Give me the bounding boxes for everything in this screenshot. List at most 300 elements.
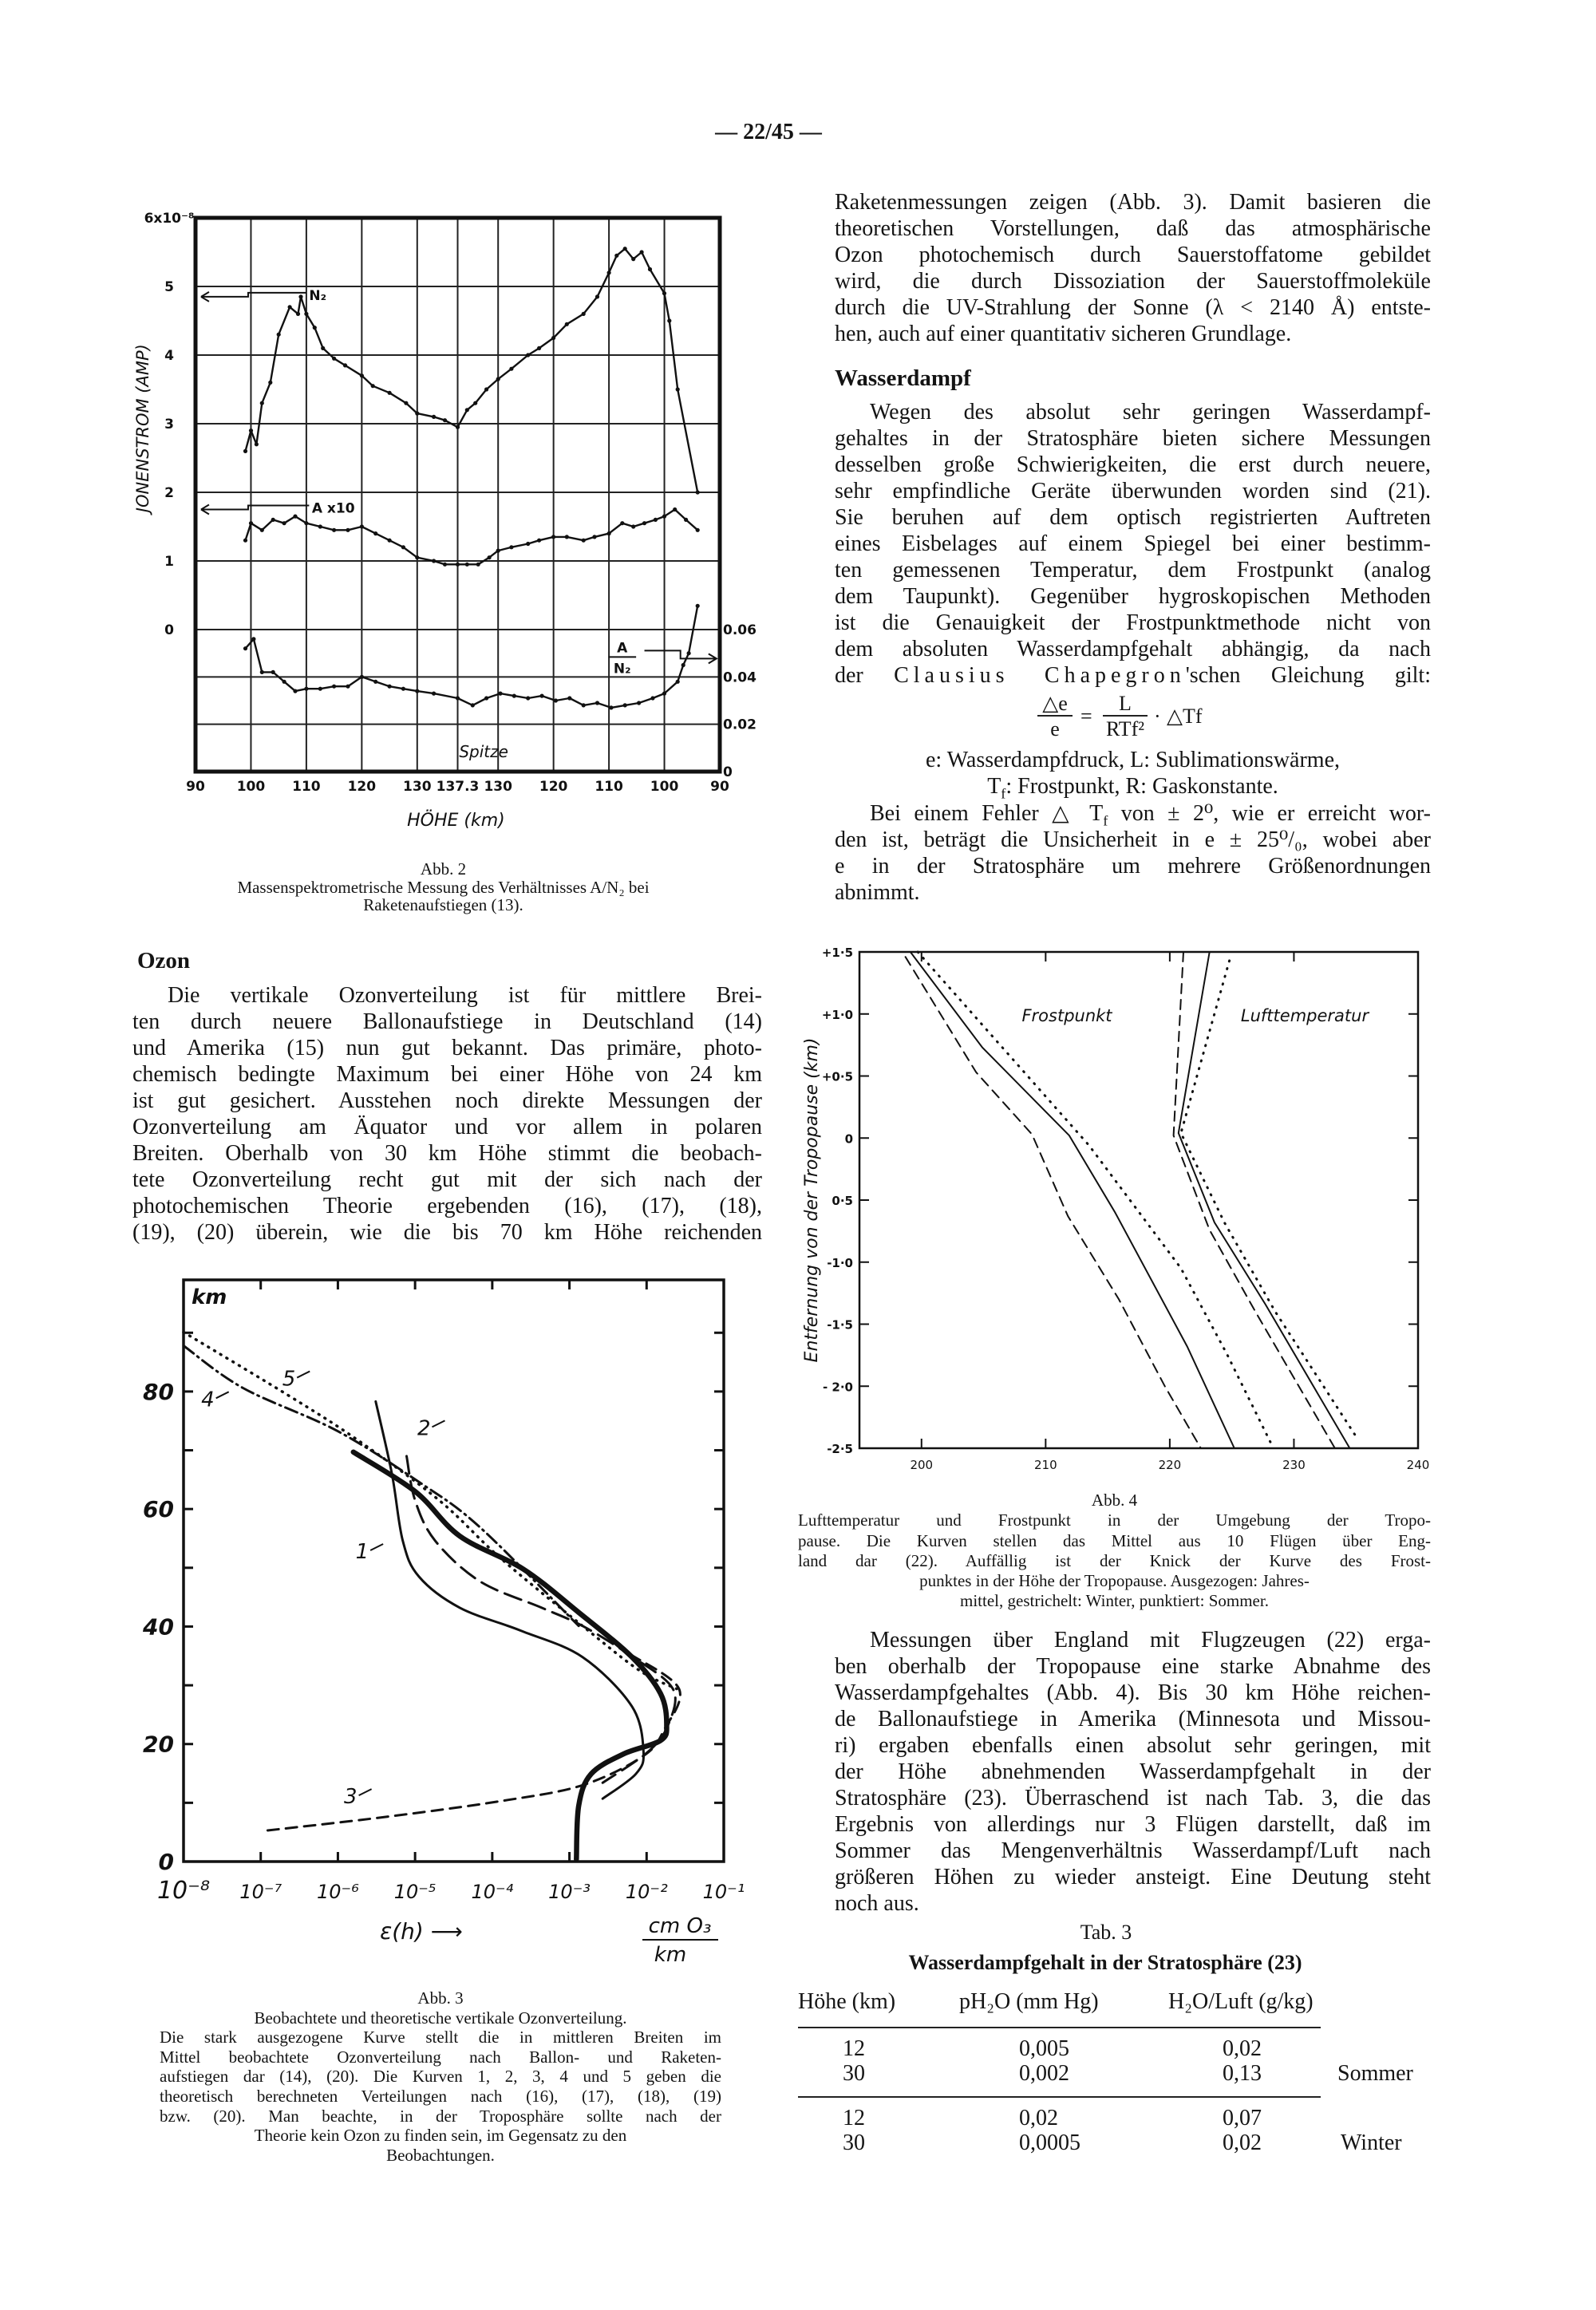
data-point [318,687,322,691]
annotation-spitze: Spitze [459,742,508,761]
data-point [432,692,436,696]
paragraph-line: den ist, beträgt die Unsicherheit in e ± 25⁰/₀, wobei aber [835,827,1431,852]
paragraph-line: e in der Stratosphäre um mehrere Größenordnungen [835,854,1431,879]
x-tick-label: 10⁻¹ [702,1881,745,1903]
y-tick-label: 0 [158,1849,174,1875]
paragraph-line: noch aus. [835,1891,919,1916]
data-point [388,391,392,395]
paragraph-line: hen, auch auf einer quantitativ sicheren Grundlage. [835,322,1292,346]
unit-denominator: km [654,1943,687,1967]
ozone-curve-3 [267,1656,680,1831]
name-clausius-chapegron: Clausius Chapegron [894,663,1186,688]
data-point [654,518,658,522]
data-point [456,696,460,700]
caption-line: bzw. (20). Man beachte, in der Troposphäre sollte nach der [160,2106,721,2126]
table-cell: 0,005 [1019,2036,1069,2061]
data-point [465,563,469,567]
paragraph-line: chemisch bedingte Maximum bei einer Höhe von 24 km [132,1062,762,1087]
data-point [293,515,297,519]
data-point [346,685,350,689]
data-point [551,535,555,539]
data-point [243,449,247,453]
data-point [260,670,264,674]
data-point [255,442,259,446]
annotation-lufttemperatur: Lufttemperatur [1240,1006,1369,1025]
paragraph-line: dem absoluten Wasserdampfgehalt abhängig, da nach [835,637,1431,661]
data-point [667,318,671,322]
y-tick-label: 20 [143,1731,174,1758]
table-title: Wasserdampfgehalt in der Stratosphäre (23) [908,1951,1302,1974]
y2-tick-label: 0 [723,764,733,780]
data-point [471,703,475,707]
caption-line: land dar (22). Auffällig ist der Knick der Kurve des Frost- [798,1550,1431,1570]
frostpoint-curve-solid [911,952,1235,1448]
data-point [565,535,569,539]
data-point [456,425,460,429]
paragraph-line: Ozonverteilung am Äquator und vor allem in polaren [132,1115,762,1139]
data-point [465,408,469,412]
formula-equals: = [1080,705,1092,728]
x-tick-label: 90 [186,779,205,795]
data-point [243,539,247,543]
paragraph-line: ben oberhalb der Tropopause eine starke Abnahme des [835,1654,1431,1679]
data-point [637,701,641,705]
air-temperature-curve-dotted [1181,961,1357,1439]
x-tick-label: 130 [403,779,432,795]
data-point [415,555,419,559]
data-point [443,418,447,422]
table-header-ph2o: pH₂O (mm Hg) [959,1989,1099,2014]
ozone-curve-4 [184,1346,579,1626]
data-point [271,518,275,522]
paragraph-line: ist gut gesichert. Ausstehen noch direkte Messungen der [132,1088,762,1113]
paragraph-line: theoretischen Vorstellungen, daß das atmosphärische [835,216,1431,241]
data-point [631,257,635,261]
x-axis-label: HÖHE (km) [407,811,505,831]
paragraph-line: Raketenmessungen zeigen (Abb. 3). Damit basieren die [835,190,1431,215]
paragraph-line: Wegen des absolut sehr geringen Wasserdampf- [870,400,1431,424]
formula-legend [835,747,1431,808]
x-tick-label: 10⁻⁷ [239,1881,282,1903]
caption-label: Abb. 2 [420,859,467,879]
curve-label-leader [216,1392,229,1398]
table-cell: 0,13 [1223,2061,1262,2086]
table-cell: 0,02 [1019,2106,1058,2130]
data-point [537,346,541,350]
data-point [642,521,646,525]
data-point [456,563,460,567]
formula-dot: · [1154,705,1161,728]
series-label-n2: N₂ [309,287,327,304]
curve-label-3: 3 [344,1785,358,1810]
figure-abb3-chart [120,1269,782,1971]
data-point [540,694,544,698]
curve-label-4: 4 [201,1388,215,1412]
frostpoint-curve-dotted [918,952,1270,1442]
y2-tick-label: 0.04 [723,669,757,686]
legend-line: e: Wasserdampfdruck, L: Sublimationswärme, [926,748,1340,772]
data-point [360,675,364,679]
data-point [371,384,375,388]
data-point [496,377,500,381]
data-point [623,247,627,251]
y-axis-unit-km: km [192,1285,227,1309]
table-cell: 12 [843,2106,865,2130]
data-point [607,531,611,535]
subscript: f [1103,812,1108,829]
paragraph-error [835,800,1431,906]
x-tick-label: 100 [236,779,266,795]
data-point [631,524,635,528]
x-tick-label: 110 [292,779,321,795]
data-point [696,490,700,494]
frostpoint-curve-dashed [906,957,1201,1448]
data-point [388,685,392,689]
data-point [614,254,618,258]
caption-line: aufstiegen dar (14), (20). Die Kurven 1, 2, 3, 4 und 5 geben die [160,2067,721,2087]
caption-line: theoretisch berechneten Verteilungen nach (16), (17), (18), (19) [160,2086,721,2106]
text-segment: : Frostpunkt, R: Gaskonstante. [1005,774,1278,799]
table-header-hoehe: Höhe (km) [798,1989,896,2014]
data-point [249,521,253,525]
y-axis-label: JONENSTROM (AMP) [133,344,152,513]
data-point [496,549,500,553]
data-point [512,694,516,698]
data-point [650,696,654,700]
table-cell: 12 [843,2036,865,2061]
paragraph-line: ri) ergaben ebenfalls einen absolut sehr geringen, mit [835,1733,1431,1758]
data-point [282,521,286,525]
caption-line: Theorie kein Ozon zu finden sein, im Gegensatz zu den [254,2126,627,2146]
formula-denominator: RTf² [1105,717,1145,740]
data-point [526,353,530,357]
data-point [268,381,272,385]
paragraph-line: ten durch neuere Ballonaufstiege in Deutschland (14) [132,1009,762,1034]
figure-abb2-chart [120,160,774,846]
y-tick-label: -2·5 [827,1442,853,1456]
data-point [373,531,377,535]
data-point [648,267,652,271]
x-tick-label: 240 [1406,1458,1430,1472]
data-point [332,357,336,361]
data-point [473,401,477,405]
data-point [343,363,347,367]
paragraph-measurements [835,1628,1431,1917]
clausius-clapeyron-formula [1037,693,1277,744]
table-header-h2o-luft: H₂O/Luft (g/kg) [1168,1989,1314,2014]
data-point [484,696,488,700]
arrow-n2 [201,293,306,297]
data-point [313,326,317,330]
data-point [373,680,377,684]
y-tick-label: 5 [164,278,174,295]
section-heading-wasserdampf: Wasserdampf [835,365,971,391]
formula-denominator: e [1050,717,1060,740]
data-point [595,294,599,298]
series-line-0 [246,249,698,492]
series-line-1 [246,510,698,565]
table-cell: 0,0005 [1019,2130,1080,2155]
caption-line: punktes in der Höhe der Tropopause. Ausgezogen: Jahres- [919,1571,1310,1591]
x-tick-label: 110 [595,779,623,795]
paragraph-line: eines Eisbelages auf einem Spiegel bei einer bestimm- [835,531,1431,556]
y2-tick-label: 0.02 [723,717,757,733]
data-point [298,294,302,298]
data-point [526,696,530,700]
data-point [567,696,571,700]
paragraph-line: ist die Genauigkeit der Frostpunktmethode nicht von [835,610,1431,635]
x-tick-label: 10⁻⁸ [156,1877,211,1905]
annotation-frostpunkt: Frostpunkt [1021,1006,1112,1025]
x-tick-label: 130 [484,779,512,795]
paragraph-line: wird, die durch Dissoziation der Sauerstoffmoleküle [835,269,1431,294]
data-point [509,367,513,371]
paragraph-line: größeren Höhen zu wieder ansteigt. Eine Deutung steht [835,1865,1431,1889]
text-segment: Bei einem Fehler △ T [870,801,1104,826]
y-tick-label: +1·5 [821,946,853,960]
paragraph-lines [835,827,1431,906]
table-cell: 30 [843,2130,865,2155]
data-point [360,373,364,377]
paragraph-line: gehaltes in der Stratosphäre bieten sichere Messungen [835,426,1431,451]
data-point [595,701,599,705]
data-point [676,387,680,391]
paragraph-lines [835,399,1431,662]
data-point [623,703,627,707]
x-axis-label: ε(h) ⟶ [380,1918,463,1945]
paragraph-line [835,662,1431,689]
caption-abb2 [136,860,751,914]
series-label-a-x10: A x10 [311,500,355,517]
data-point [609,705,613,709]
data-point [640,250,644,254]
y2-tick-label: 0.06 [723,622,757,638]
data-point [318,524,322,528]
paragraph-line: desselben große Schwierigkeiten, die erst durch neuere, [835,452,1431,477]
season-label-sommer: Sommer [1337,2061,1413,2086]
ozone-curve-5 [184,1333,677,1689]
x-tick-label: 10⁻⁴ [471,1881,514,1903]
paragraph-line: Sie beruhen auf dem optisch registrierten Auftreten [835,505,1431,530]
caption-label: Abb. 4 [1091,1491,1138,1510]
formula-rhs: △Tf [1167,705,1203,728]
data-point [526,542,530,546]
x-tick-label: 100 [650,779,679,795]
table-cell: 0,07 [1223,2106,1262,2130]
y-axis-label: Entfernung von der Tropopause (km) [802,1037,822,1363]
x-tick-label: 10⁻³ [548,1881,591,1903]
x-tick-label: 120 [347,779,377,795]
paragraph-line: dem Taupunkt). Gegenüber hygroskopischen Methoden [835,584,1431,609]
data-point [582,312,586,316]
data-point [432,415,436,419]
x-tick-label: 137.3 [436,779,480,795]
caption-label: Abb. 3 [417,1988,464,2008]
y-tick-label: -1·5 [827,1317,853,1333]
data-point [304,312,308,316]
data-point [696,528,700,532]
data-point [432,559,436,563]
formula-numerator: L [1103,693,1148,717]
x-tick-label: 210 [1034,1458,1057,1472]
y-tick-label: - 2·0 [822,1380,853,1395]
arrow-a-x10 [201,505,309,509]
data-point [288,305,292,309]
air-temperature-curve-dashed [1174,952,1335,1448]
data-point [551,336,555,340]
caption-line: mittel, gestrichelt: Winter, punktiert: Sommer. [960,1591,1269,1611]
air-temperature-curve-solid [1179,952,1350,1448]
data-point [304,521,308,525]
y-tick-label: 80 [143,1378,174,1405]
ozone-curve-2 [407,1456,676,1783]
y-tick-label: 3 [164,416,174,432]
data-point [360,524,364,528]
y-tick-label: +0·5 [821,1069,853,1084]
page-number: — 22/45 — [715,120,822,144]
data-point [484,387,488,391]
paragraph-line [835,800,1431,827]
x-tick-label: 120 [539,779,568,795]
data-point [388,539,392,543]
arrow-a-n2-right [645,650,717,663]
data-point [607,270,611,274]
data-point [582,703,586,707]
data-point [662,291,666,295]
data-point [271,670,275,674]
data-point [321,346,325,350]
paragraph-line: Stratosphäre (23). Überraschend ist nach Tab. 3, die das [835,1786,1431,1810]
paragraph-line: Wasserdampfgehaltes (Abb. 4). Bis 30 km Höhe reichen- [835,1680,1431,1705]
data-point [401,687,405,691]
series-label-a-over-n2-denominator: N₂ [613,661,631,677]
data-point [554,698,558,702]
paragraph-line: de Ballonaufstiege in Amerika (Minnesota und Missou- [835,1707,1431,1732]
x-tick-label: 220 [1158,1458,1182,1472]
paragraph-line: durch die UV-Strahlung der Sonne (λ < 2140 Å) entste- [835,295,1431,320]
plot-frame [859,952,1418,1448]
paragraph-wasserdampf [835,399,1431,689]
table-cell: 0,002 [1019,2061,1069,2086]
paragraph-line: ten gemessenen Temperatur, dem Frostpunkt (analog [835,558,1431,582]
ozone-curve-observed [354,1452,667,1859]
data-point [304,687,308,691]
y-tick-label: 4 [164,347,174,364]
data-point [443,563,447,567]
caption-line: Lufttemperatur und Frostpunkt in der Umgebung der Tropo- [798,1510,1431,1530]
data-point [476,563,480,567]
data-point [249,428,253,432]
paragraph-line: Sommer das Mengenverhältnis Wasserdampf/Luft nach [835,1838,1431,1863]
caption-abb3 [160,1988,721,2165]
section-heading-ozon: Ozon [137,948,191,973]
data-point [676,680,680,684]
x-tick-label: 200 [910,1458,934,1472]
data-point [332,528,336,532]
text-segment: T [987,774,1001,799]
data-point [251,637,255,641]
y-tick-label: +1·0 [821,1007,853,1022]
paragraph-line: abnimmt. [835,880,920,905]
curve-label-1: 1 [355,1540,369,1565]
curve-label-leader [432,1420,444,1427]
table-rule [798,2096,1321,2098]
data-point [332,685,336,689]
data-point [243,646,247,650]
caption-line: Die stark ausgezogene Kurve stellt die in mittleren Breiten im [160,2028,721,2047]
data-point [662,515,666,519]
curve-label-leader [370,1544,383,1550]
paragraph-line: Ergebnis von allerdings nur 3 Flügen darstellt, daß im [835,1812,1431,1837]
data-point [277,333,281,337]
text-segment: 'schen Gleichung gilt: [1185,663,1431,688]
curve-label-leader [359,1789,372,1795]
data-point [401,545,405,549]
data-point [537,539,541,543]
caption-abb4 [798,1491,1431,1612]
season-label-winter: Winter [1341,2130,1402,2155]
table-label: Tab. 3 [1080,1921,1132,1944]
data-point [684,518,688,522]
data-point [404,401,408,405]
table-cell: 0,02 [1223,2036,1262,2061]
paragraph-line: Ozon photochemisch durch Sauerstoffatome gebildet [835,243,1431,267]
paragraph-line: (19), (20) überein, wie die bis 70 km Höhe reichenden [132,1220,762,1245]
data-point [673,507,677,511]
table-cell: 0,02 [1223,2130,1262,2155]
x-tick-label: 230 [1282,1458,1306,1472]
data-point [260,528,264,532]
paragraph-line: der Höhe abnehmenden Wasserdampfgehalt in der [835,1759,1431,1784]
caption-line: Raketenaufstiegen (13). [363,895,523,914]
data-point [415,689,419,693]
data-point [662,692,666,696]
y-tick-label: 0 [844,1131,853,1147]
y-tick-label: 2 [164,484,174,501]
text-segment: von ± 2⁰, wie er erreicht wor- [1108,801,1431,826]
subscript: f [1001,785,1006,802]
paragraph-line: tete Ozonverteilung recht gut mit der sich nach der [132,1167,762,1192]
caption-line: Massenspektrometrische Messung des Verhältnisses A/N₂ bei [237,877,650,897]
x-tick-label: 10⁻² [625,1881,668,1903]
data-point [293,689,297,693]
series-label-a-over-n2-numerator: A [617,640,628,657]
y-tick-label: 0 [164,622,174,638]
paragraph-ozon-continued [835,189,1431,347]
paragraph-line: Messungen über England mit Flugzeugen (22) erga- [870,1628,1431,1653]
y-tick-label: 0·5 [832,1194,853,1208]
table-rule [798,2027,1321,2028]
data-point [346,528,350,532]
paragraph-line: Breiten. Oberhalb von 30 km Höhe stimmt die beobach- [132,1141,762,1166]
paragraph-line: Die vertikale Ozonverteilung ist für mittlere Brei- [168,983,762,1008]
data-point [620,521,624,525]
figure-abb4-chart [782,942,1436,1500]
data-point [696,604,700,608]
data-point [415,412,419,416]
data-point [260,401,264,405]
x-tick-label: 90 [710,779,729,795]
data-point [296,312,300,316]
data-point [282,680,286,684]
text-segment: der [835,663,895,688]
curve-label-5: 5 [282,1367,296,1392]
table-cell: 30 [843,2061,865,2086]
paragraph-ozon [132,983,762,1246]
data-point [592,535,596,539]
data-point [488,555,492,559]
data-point [498,692,502,696]
